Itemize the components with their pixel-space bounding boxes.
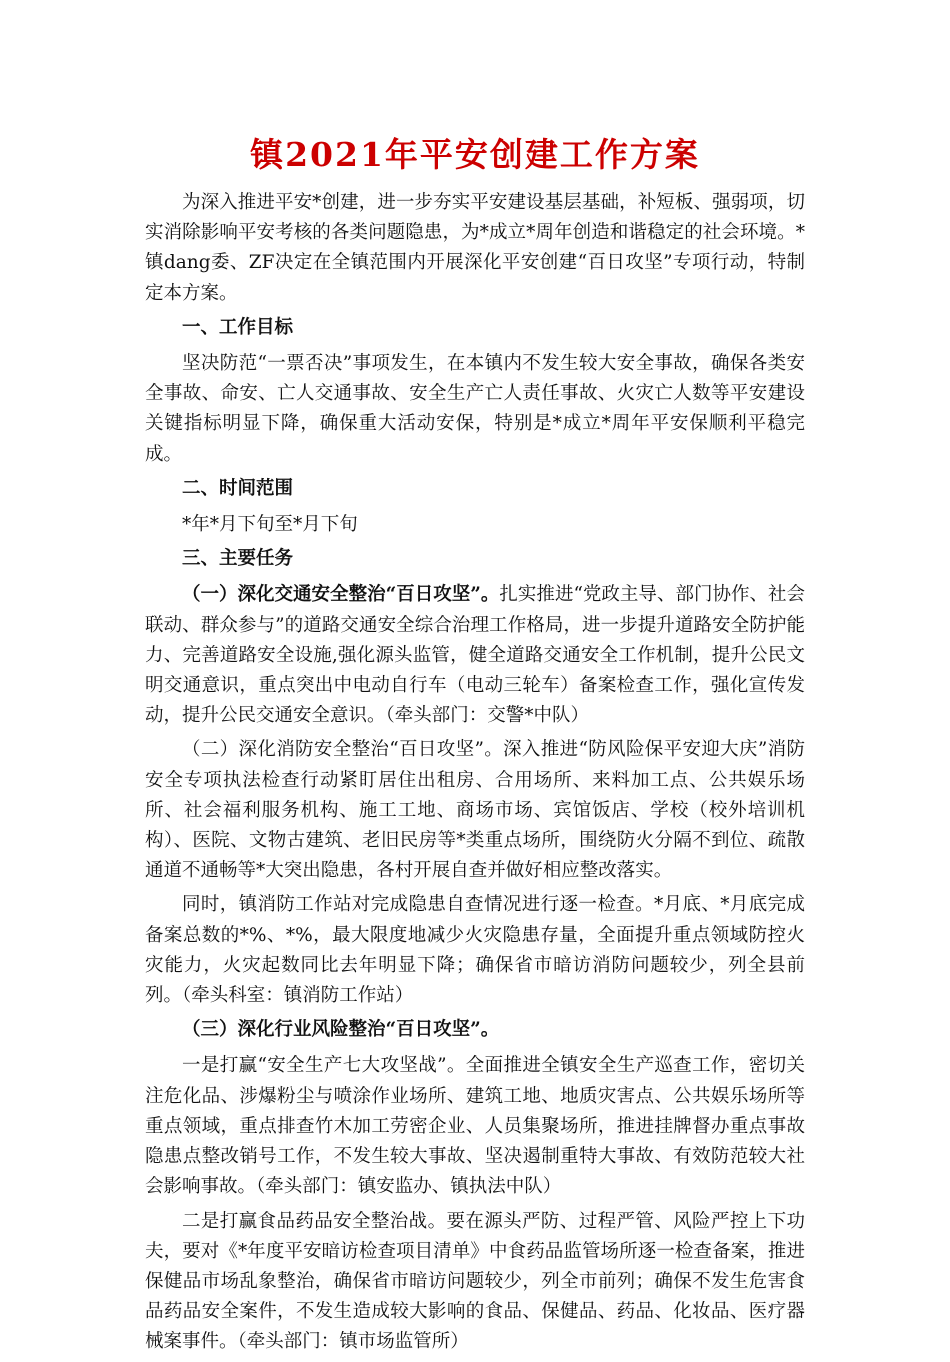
task3-heading: （三）深化行业风险整治“百日攻坚”。 [182,1019,500,1041]
document-title: 镇2021年平安创建工作方案 [250,135,700,174]
timeframe-paragraph: *年*月下旬至*月下旬 [182,514,358,536]
section-heading-goals: 一、工作目标 [182,316,294,338]
task1-lead: （一）深化交通安全整治“百日攻坚”。 [182,584,500,606]
task3-item1-paragraph: 一是打赢“安全生产七大攻坚战”。全面推进全镇安全生产巡查工作，密切关注危化品、涉爆粉尘与喷涂作业场所、建筑工地、地质灾害点、公共娱乐场所等重点领域，重点排查竹木加工劳密企业、人员集聚场所，推进挂牌督办重点事故隐患点整改销号工作，不发生较大事故、坚决遏制重特大事故、有效防范较大社会影响事故。（牵头部门：镇安监办、镇执法中队） [145,1055,805,1198]
task2-paragraph: （二）深化消防安全整治“百日攻坚”。深入推进“防风险保平安迎大庆”消防安全专项执法检查行动紧盯居住出租房、合用场所、来料加工点、公共娱乐场所、社会福利服务机构、施工工地、商场市场、宾馆饭店、学校（校外培训机构）、医院、文物古建筑、老旧民房等*类重点场所，围绕防火分隔不到位、疏散通道不通畅等*大突出隐患，各村开展自查并做好相应整改落实。 [145,739,805,882]
document-body [145,188,805,1362]
intro-paragraph: 为深入推进平安*创建，进一步夯实平安建设基层基础，补短板、强弱项，切实消除影响平安考核的各类问题隐患，为*成立*周年创造和谐稳定的社会环境。*镇dang委、ZF决定在全镇范围内开展深化平安创建“百日攻坚”专项行动，特制定本方案。 [145,192,805,304]
task2-followup-paragraph: 同时，镇消防工作站对完成隐患自查情况进行逐一检查。*月底、*月底完成备案总数的*%、*%，最大限度地减少火灾隐患存量，全面提升重点领域防控火灾能力，火灾起数同比去年明显下降；确保省市暗访消防问题较少，列全县前列。（牵头科室：镇消防工作站） [145,894,805,1007]
section-heading-timeframe: 二、时间范围 [182,477,294,499]
task1-paragraph [145,580,805,731]
goals-paragraph: 坚决防范“一票否决”事项发生，在本镇内不发生较大安全事故，确保各类安全事故、命安、亡人交通事故、安全生产亡人责任事故、火灾亡人数等平安建设关键指标明显下降，确保重大活动安保，特别是*成立*周年平安保顺利平稳完成。 [145,353,805,465]
task1-body: 扎实推进“党政主导、部门协作、社会联动、群众参与”的道路交通安全综合治理工作格局，进一步提升道路安全防护能力、完善道路安全设施,强化源头监管，健全道路交通安全工作机制，提升公民文明交通意识，重点突出中电动自行车（电动三轮车）备案检查工作，强化宣传发动，提升公民交通安全意识。（牵头部门：交警*中队） [145,584,805,727]
section-heading-tasks: 三、主要任务 [182,548,294,570]
task3-item2-paragraph: 二是打赢食品药品安全整治战。要在源头严防、过程严管、风险严控上下功夫，要对《*年度平安暗访检查项目清单》中食药品监管场所逐一检查备案，推进保健品市场乱象整治，确保省市暗访问题较少，列全市前列；确保不发生危害食品药品安全案件，不发生造成较大影响的食品、保健品、药品、化妆品、医疗器械案事件。（牵头部门：镇市场监管所） [145,1210,805,1353]
